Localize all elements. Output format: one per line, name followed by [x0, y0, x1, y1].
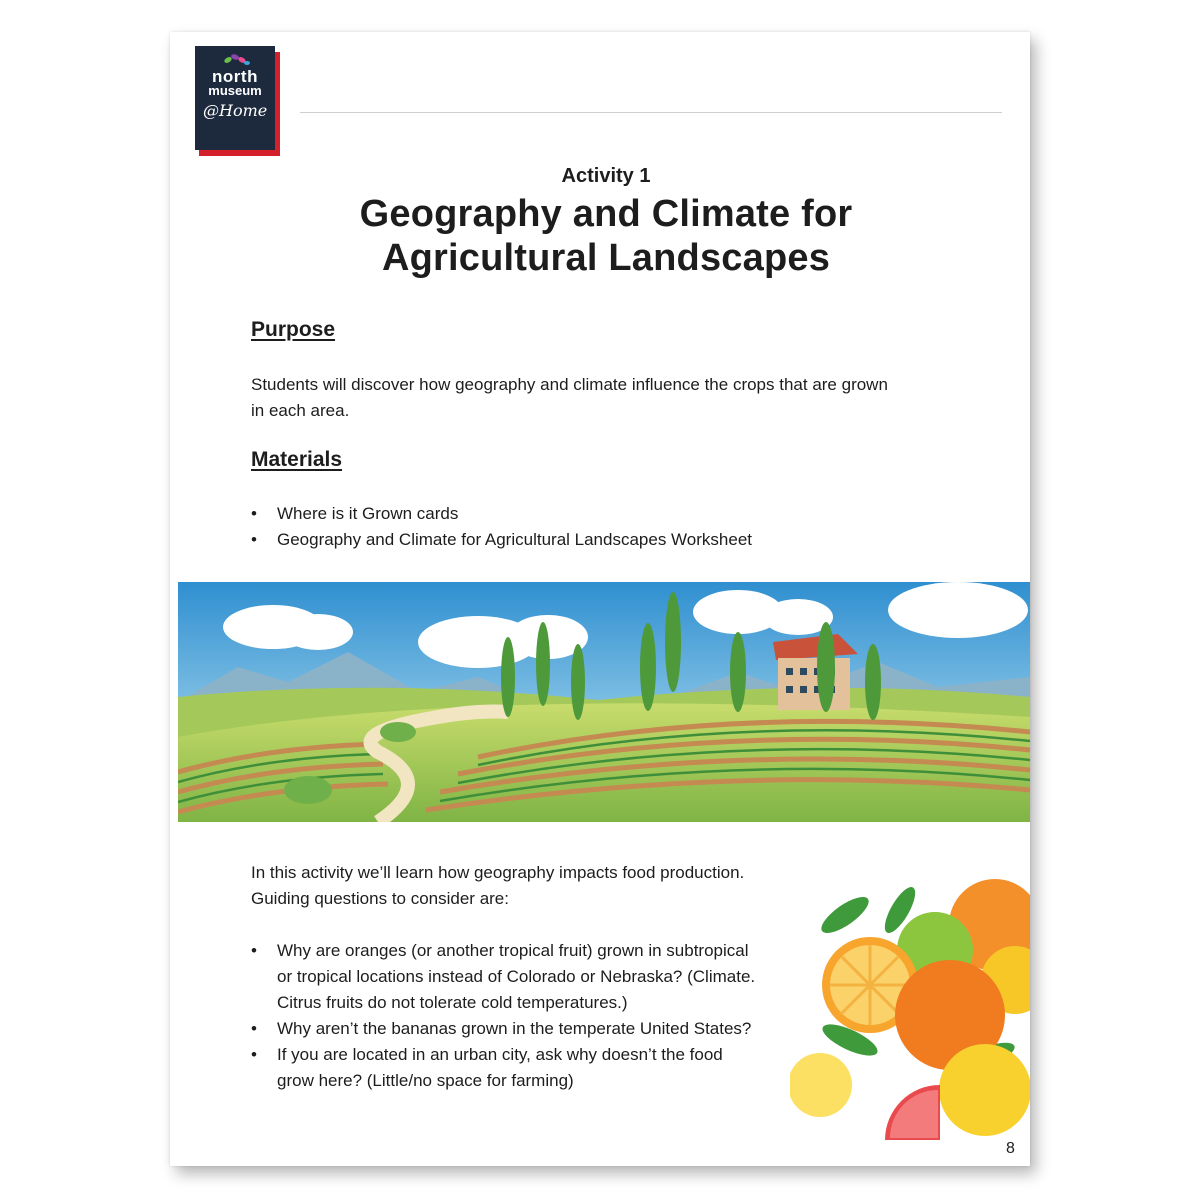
north-museum-logo [195, 46, 280, 156]
logo-leaves-icon [195, 51, 275, 67]
intro-line-1: In this activity we’ll learn how geography impacts food production. [251, 863, 745, 882]
header-divider [300, 112, 1002, 113]
question-line: grow here? (Little/no space for farming) [277, 1071, 574, 1090]
activity-label: Activity 1 [561, 165, 651, 187]
page-title [170, 192, 1030, 280]
list-item: • Where is it Grown cards [277, 501, 752, 527]
farm-landscape-illustration [178, 582, 1030, 822]
question-line: or tropical locations instead of Colorado or Nebraska? (Climate. [277, 967, 756, 986]
logo-text-museum: museum [208, 83, 262, 98]
logo-text-home: @Home [203, 101, 268, 120]
materials-list [251, 501, 752, 553]
list-item [277, 1042, 755, 1094]
question-line: Citrus fruits do not tolerate cold temperatures.) [277, 993, 628, 1012]
list-item [277, 1016, 755, 1042]
question-line: • Why are oranges (or another tropical fruit) grown in subtropical [277, 941, 749, 960]
farmhouse [773, 634, 858, 710]
guiding-questions-list [251, 938, 755, 1094]
logo-text-north: north [212, 67, 258, 86]
question-line: • Why aren’t the bananas grown in the temperate United States? [277, 1019, 752, 1038]
question-line: • If you are located in an urban city, ask why doesn’t the food [277, 1045, 723, 1064]
page-number: 8 [1006, 1140, 1015, 1157]
logo-badge [195, 46, 275, 150]
list-item [277, 938, 755, 1016]
intro-line-2: Guiding questions to consider are: [251, 889, 509, 908]
list-item: • Geography and Climate for Agricultural Landscapes Worksheet [277, 527, 752, 553]
purpose-heading: Purpose [251, 318, 336, 341]
intro-text [251, 860, 744, 912]
citrus-fruits-illustration [790, 840, 1030, 1145]
purpose-text [251, 372, 888, 424]
purpose-line-2: in each area. [251, 401, 350, 420]
page-title-line-1: Geography and Climate for [359, 193, 853, 235]
document-page [170, 32, 1030, 1166]
purpose-line-1: Students will discover how geography and climate influence the crops that are grown [251, 375, 888, 394]
materials-heading: Materials [251, 448, 343, 471]
page-title-line-2: Agricultural Landscapes [381, 237, 831, 279]
